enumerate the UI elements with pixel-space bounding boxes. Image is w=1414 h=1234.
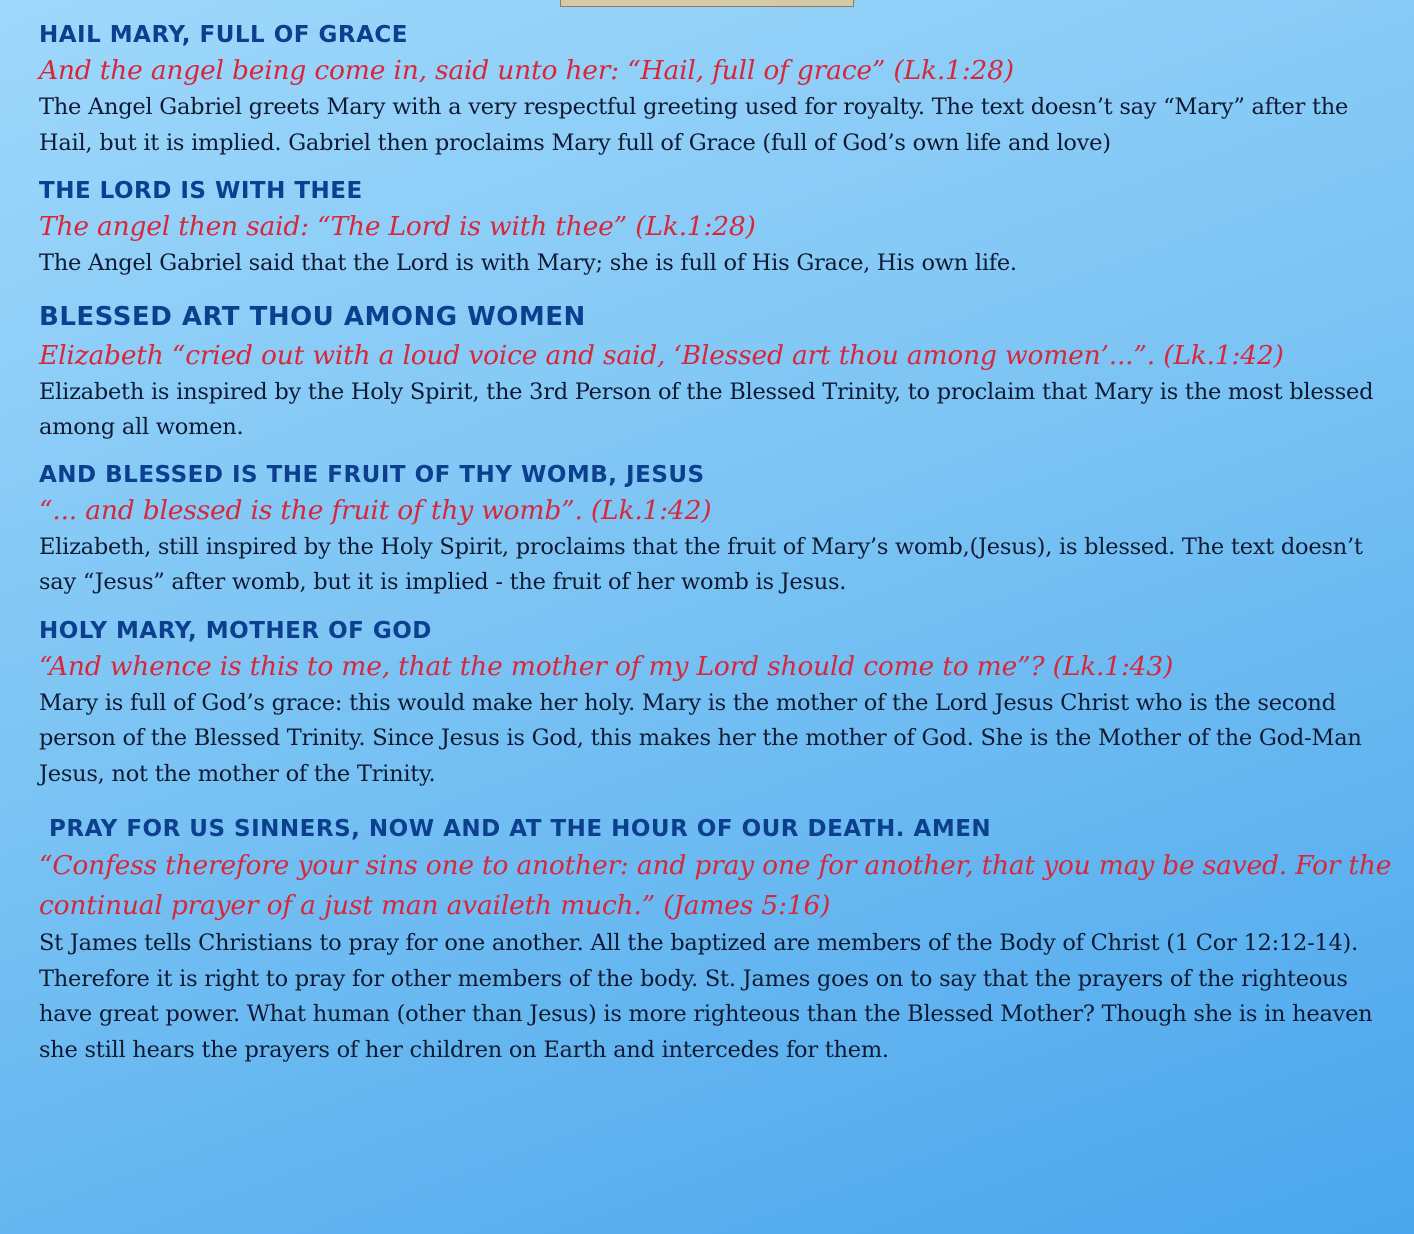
scripture-quote: And the angel being come in, said unto her: “Hail, full of grace” (Lk.1:28) [39, 55, 1014, 86]
content [39, 18, 1399, 1068]
section-heading: HAIL MARY, FULL OF GRACE [39, 22, 408, 48]
explanation-text: Elizabeth is inspired by the Holy Spirit, the 3rd Person of the Blessed Trinity, to proclaim that Mary is the most blessed among all women. [39, 378, 1374, 440]
scripture-quote: The angel then said: “The Lord is with thee” (Lk.1:28) [39, 211, 756, 242]
section-heading: PRAY FOR US SINNERS, NOW AND AT THE HOUR OF OUR DEATH. AMEN [49, 816, 992, 842]
scripture-quote: “... and blessed is the fruit of thy womb”. (Lk.1:42) [39, 494, 712, 526]
scripture-quote: “Confess therefore your sins one to another: and pray one for another, that you may be saved. For the continual prayer of a just man availeth much.” (James 5:16) [39, 850, 1392, 921]
explanation-text: The Angel Gabriel greets Mary with a very respectful greeting used for royalty. The text doesn’t say “Mary” after the Hail, but it is implied. Gabriel then proclaims Mary full of Grace (full of God’s own life and love) [39, 94, 1349, 156]
section-heading: AND BLESSED IS THE FRUIT OF THY WOMB, JESUS [39, 461, 705, 488]
explanation-text: The Angel Gabriel said that the Lord is with Mary; she is full of His Grace, His own life. [39, 250, 1017, 276]
explanation-text: Elizabeth, still inspired by the Holy Spirit, proclaims that the fruit of Mary’s womb,(Jesus), is blessed. The text doesn’t say “Jesus” after womb, but it is implied - the fruit of her womb is Jesus. [39, 533, 1363, 595]
section-lord-with-thee [39, 174, 1399, 282]
section-heading: HOLY MARY, MOTHER OF GOD [39, 617, 432, 644]
section-heading: BLESSED ART THOU AMONG WOMEN [39, 301, 586, 332]
explanation-text: St James tells Christians to pray for one another. All the baptized are members of the Body of Christ (1 Cor 12:12-14). Therefore it is right to pray for other members of the body. St. James goes on to say that the prayers of the righteous have great power. What human (other than Jesus) is more righteous than the Blessed Mother? Though she is in heaven she still hears the prayers of her children on Earth and intercedes for them. [39, 930, 1373, 1063]
section-mother-of-god [39, 614, 1399, 793]
scripture-quote: Elizabeth “cried out with a loud voice and said, ‘Blessed art thou among women’...”. (Lk.1:42) [39, 339, 1284, 371]
explanation-text: Mary is full of God’s grace: this would make her holy. Mary is the mother of the Lord Jesus Christ who is the second person of the Blessed Trinity. Since Jesus is God, this makes her the mother of God. She is the Mother of the God-Man Jesus, not the mother of the Trinity. [39, 689, 1362, 787]
section-hail-mary [39, 18, 1399, 161]
scripture-quote: “And whence is this to me, that the mother of my Lord should come to me”? (Lk.1:43) [39, 650, 1174, 682]
section-heading: THE LORD IS WITH THEE [39, 178, 363, 204]
top-image-edge [560, 0, 854, 7]
section-blessed-among-women [39, 297, 1399, 446]
section-pray-for-us [39, 812, 1399, 1068]
section-fruit-of-womb [39, 458, 1399, 601]
